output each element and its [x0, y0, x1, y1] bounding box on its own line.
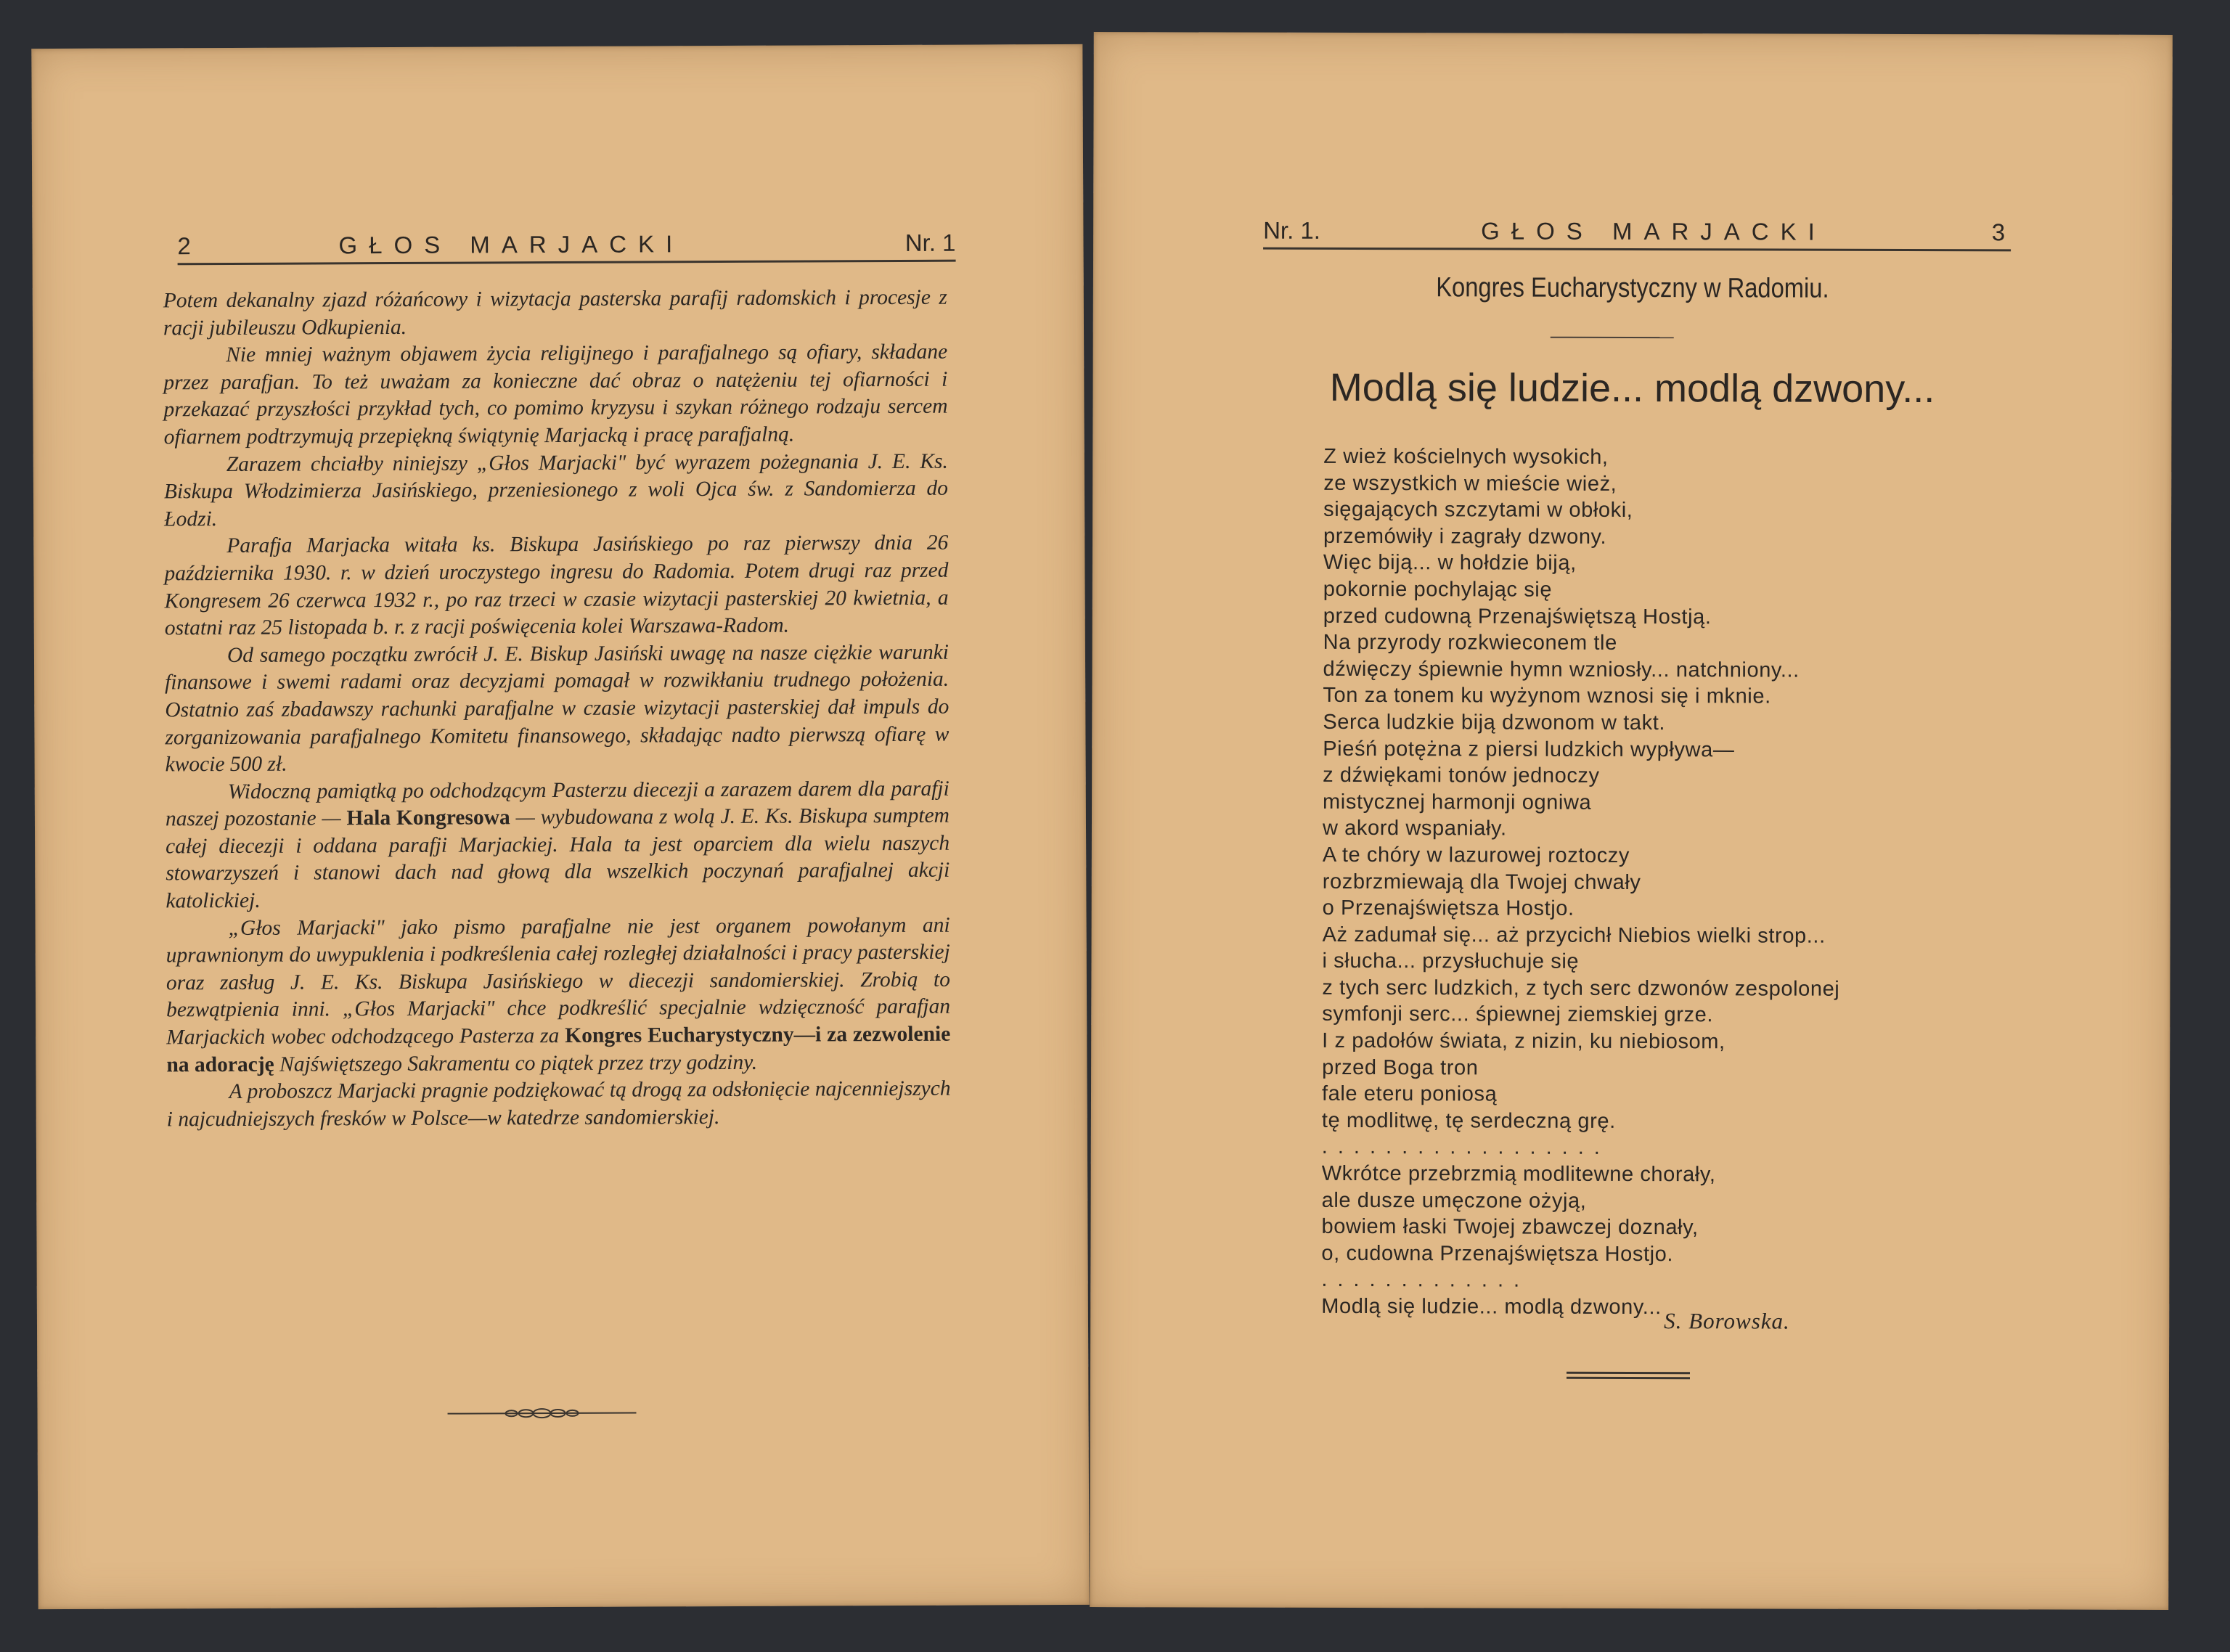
- poem-body: [1321, 443, 2020, 1322]
- paragraph: [163, 285, 947, 343]
- issue-number: Nr. 1: [904, 229, 956, 256]
- paragraph: [165, 639, 949, 779]
- paragraph: [167, 1076, 951, 1134]
- left-page: [31, 44, 1089, 1609]
- poem-line: Na przyrody rozkwieconem tle: [1323, 631, 1617, 655]
- left-page-header: [177, 219, 955, 266]
- poem-line: fale eteru poniosą: [1321, 1082, 1498, 1106]
- poem-line: Serca ludzkie biją dzwonom w takt.: [1323, 710, 1666, 735]
- text-run: A proboszcz Marjacki pragnie podziękować tą drogą za odsłonięcie najcenniejszych i najcudniejszych fresków w Polsce—w katedrze sandomierskiej.: [166, 1076, 951, 1132]
- poem-title: Modlą się ludzie... modlą dzwony...: [1329, 365, 1935, 412]
- poem-line: z tych serc ludzkich, z tych serc dzwonów zespolonej: [1322, 976, 1840, 1001]
- article-text: [163, 285, 951, 1134]
- issue-number: Nr. 1.: [1263, 216, 1321, 244]
- paragraph: [164, 448, 948, 533]
- poem-line: przed cudowną Przenajświętszą Hostją.: [1323, 604, 1712, 629]
- section-title: Kongres Eucharystyczny w Radomiu.: [1436, 272, 1829, 304]
- author-signature: S. Borowska.: [1664, 1308, 1790, 1334]
- page-number: 2: [177, 232, 191, 260]
- text-run: Zarazem chciałby niniejszy „Głos Marjacki" być wyrazem pożegnania J. E. Ks. Biskupa Włodzimierza Jasińskiego, przeniesionego z woli Ojca św. z Sandomierza do Łodzi.: [163, 449, 949, 531]
- poem-line: mistycznej harmonji ogniwa: [1323, 790, 1592, 814]
- title-rule: [1551, 337, 1674, 338]
- paragraph: [166, 775, 950, 915]
- poem-line: dźwięczy śpiewnie hymn wzniosły... natchniony...: [1323, 657, 1800, 682]
- poem-line: Aż zadumał się... aż przycichł Niebios wielki strop...: [1322, 923, 1826, 948]
- poem-line: w akord wspaniały.: [1322, 817, 1507, 841]
- poem-line: i słucha... przysłuchuje się: [1322, 949, 1580, 974]
- ornament-divider: [447, 1404, 636, 1423]
- poem-line: rozbrzmiewają dla Twojej chwały: [1322, 870, 1641, 894]
- poem-line: Modlą się ludzie... modlą dzwony...: [1321, 1294, 1662, 1320]
- bold-phrase: Hala Kongresowa: [346, 806, 510, 830]
- poem-line: ale dusze umęczone ożyją,: [1321, 1188, 1587, 1213]
- poem-line: o, cudowna Przenajświętsza Hostjo.: [1321, 1241, 1674, 1266]
- poem-line: przed Boga tron: [1322, 1055, 1479, 1080]
- poem-line: pokornie pochylając się: [1323, 577, 1553, 602]
- dotted-separator: .............: [1321, 1268, 1530, 1293]
- right-page-header: [1263, 207, 2011, 252]
- poem-line: I z padołów świata, z nizin, ku niebiosom,: [1322, 1029, 1725, 1054]
- text-run: Widoczną pamiątką po odchodzącym Pasterzu diecezji a zarazem darem dla parafji naszej pozostanie —: [165, 777, 949, 831]
- periodical-title: GŁOS MARJACKI: [1481, 217, 1826, 245]
- text-run: „Głos Marjacki" jako pismo parafjalne nie jest organem powołanym ani uprawnionym do uwypuklenia i podkreślenia całej rozległej działalności i pracy pasterskiej oraz zasług J. E. Ks. Biskupa Jasińskiego w diecezji sandomierskiej. Zrobią to bezwątpienia inni. „Głos Marjacki" chce podkreślić specjalnie wdzięczność parafjan Marjackich wobec odchodzącego Pasterza za: [166, 913, 951, 1050]
- poem-line: Z wież kościelnych wysokich,: [1323, 444, 1609, 469]
- poem-line: przemówiły i zagrały dzwony.: [1323, 524, 1607, 549]
- poem-line: o Przenajświętsza Hostjo.: [1322, 896, 1575, 920]
- page-number: 3: [1991, 218, 2006, 246]
- poem-line: bowiem łaski Twojej zbawczej doznały,: [1321, 1215, 1699, 1240]
- poem-line: Więc biją... w hołdzie biją,: [1323, 551, 1577, 576]
- poem-line: z dźwiękami tonów jednoczy: [1323, 764, 1600, 788]
- poem-line: Pieśń potężna z piersi ludzkich wypływa—: [1323, 737, 1735, 761]
- text-run: Nie mniej ważnym objawem życia religijnego i parafjalnego są ofiary, składane przez parafjan. To też uważam za konieczne dać obraz o natężeniu tej ofiarności i przekazać przyszłości przykład tych, co pomimo kryzysu i szykan różnego rodzaju sercem ofiarnem podtrzymują przepiękną świątynię Marjacką i pracę parafjalną.: [163, 340, 948, 449]
- poem-line: symfonji serc... śpiewnej ziemskiej grze.: [1322, 1002, 1714, 1027]
- bold-phrase: Kongres Eucharystyczny—i za zezwolenie na adorację: [166, 1022, 951, 1076]
- text-run: Parafja Marjacka witała ks. Biskupa Jasińskiego po raz pierwszy dnia 26 października 1930. r. w dzień uroczystego ingresu do Radomia. Potem drugi raz przed Kongresem 26 czerwca 1932 r., po raz trzeci w czasie wizytacji pasterskiej 20 kwietnia, a ostatni raz 25 listopada b. r. z racji poświęcenia kolei Warszawa-Radom.: [164, 531, 949, 640]
- poem-line: Wkrótce przebrzmią modlitewne chorały,: [1321, 1161, 1716, 1187]
- closing-double-rule: [1567, 1372, 1690, 1379]
- right-page: [1090, 32, 2173, 1610]
- poem-line: tę modlitwę, tę serdeczną grę.: [1321, 1108, 1616, 1133]
- poem-line: A te chóry w lazurowej roztoczy: [1322, 843, 1630, 867]
- text-run: Od samego początku zwrócił J. E. Biskup Jasiński uwagę na nasze ciężkie warunki finansowe i swemi radami oraz decyzjami pomagał w rozwikłaniu trudnego położenia. Ostatnio zaś zbadawszy rachunki parafjalne w czasie wizytacji pasterskiej dał impuls do zorganizowania parafjalnego Komitetu finansowego, składając nadto pierwszą ofiarę w kwocie 500 zł.: [165, 640, 949, 777]
- text-run: Najświętszego Sakramentu co piątek przez trzy godziny.: [274, 1050, 758, 1076]
- poem-line: ze wszystkich w mieście wież,: [1323, 471, 1617, 496]
- poem-line: sięgających szczytami w obłoki,: [1323, 498, 1633, 523]
- paragraph: [164, 530, 949, 642]
- poem-line: Ton za tonem ku wyżynom wznosi się i mknie.: [1323, 684, 1771, 708]
- periodical-title: GŁOS MARJACKI: [338, 230, 685, 259]
- dotted-separator: ..................: [1321, 1135, 1610, 1160]
- text-run: Potem dekanalny zjazd różańcowy i wizytacja pasterska parafij radomskich i procesje z racji jubileuszu Odkupienia.: [163, 285, 947, 340]
- paragraph: [166, 912, 951, 1079]
- paragraph: [163, 339, 948, 451]
- text-run: — wybudowana z wolą J. E. Ks. Biskupa sumptem całej diecezji i oddana parafji Marjackiej. Hala ta jest oparciem dla wielu naszych stowarzyszeń i stanowi dach nad głową dla wszelkich poczynań parafjalnej akcji katolickiej.: [166, 803, 950, 913]
